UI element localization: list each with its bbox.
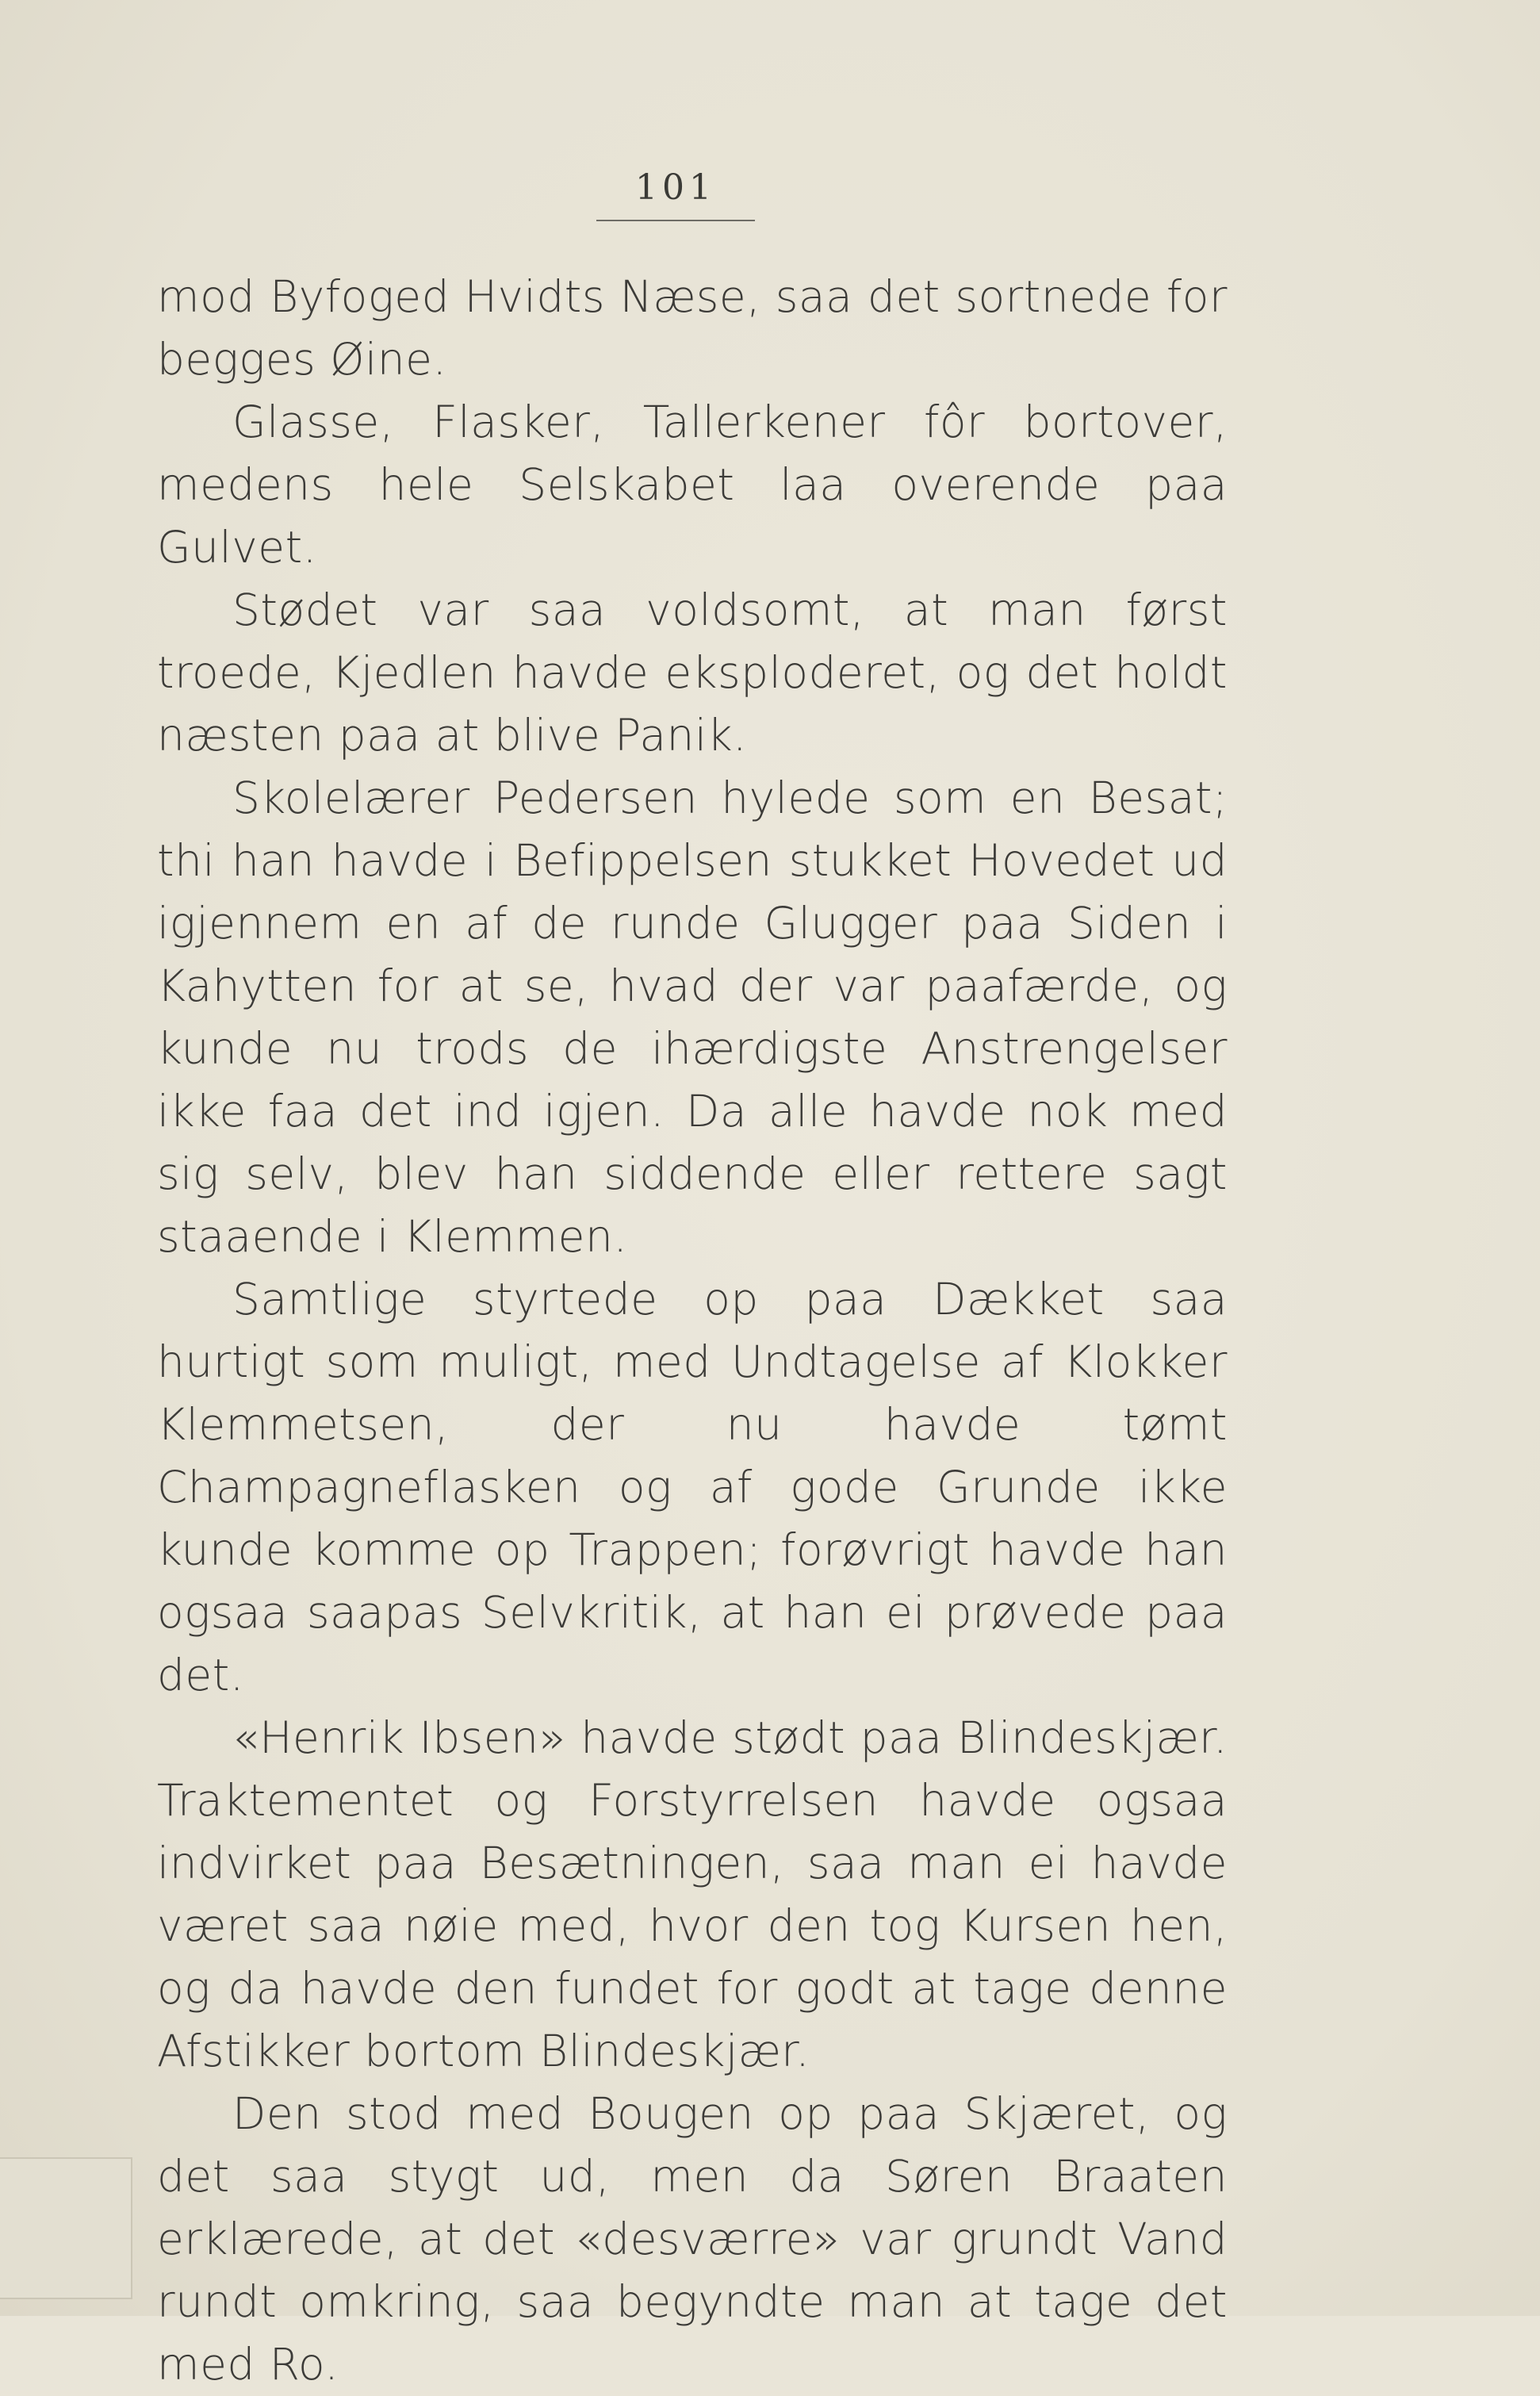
- header-rule: [596, 220, 755, 221]
- paragraph: «Henrik Ibsen» havde stødt paa Blindeskjær. Traktementet og Forstyrrelsen havde ogsaa indvirket paa Besætningen, saa man ei havde været saa nøie med, hvor den tog Kursen hen, og da havde den fundet for godt at tage denne Afstikker bortom Blindeskjær.: [157, 1712, 1228, 2076]
- page-edge-mark: [0, 2157, 132, 2299]
- paragraph: Skolelærer Pedersen hylede som en Besat; thi han havde i Befippelsen stukket Hovedet ud igjennem en af de runde Glugger paa Siden i Kahytten for at se, hvad der var paafærde, og kunde nu trods de ihærdigste Anstrengelser ikke faa det ind igjen. Da alle havde nok med sig selv, blev han siddende eller rettere sagt staaende i Klemmen.: [157, 772, 1228, 1262]
- paragraph: Stødet var saa voldsomt, at man først troede, Kjedlen havde eksploderet, og det holdt næsten paa at blive Panik.: [157, 585, 1228, 761]
- paragraph: mod Byfoged Hvidts Næse, saa det sortnede for begges Øine.: [157, 271, 1228, 385]
- paragraph: Glasse, Flasker, Tallerkener fôr bortover, medens hele Selskabet laa overende paa Gulvet.: [157, 397, 1228, 573]
- paragraph: Samtlige styrtede op paa Dækket saa hurtigt som muligt, med Undtagelse af Klokker Klemmetsen, der nu havde tømt Champagneflasken og af gode Grunde ikke kunde komme op Trappen; forøvrigt havde han ogsaa saapas Selvkritik, at han ei prøvede paa det.: [157, 1274, 1228, 1700]
- page-header: [596, 167, 755, 221]
- page-number: 101: [635, 167, 716, 208]
- body-text: [157, 266, 1228, 2396]
- paragraph: Den stod med Bougen op paa Skjæret, og det saa stygt ud, men da Søren Braaten erklærede, at det «desværre» var grundt Vand rundt omkring, saa begyndte man at tage det med Ro.: [157, 2088, 1228, 2390]
